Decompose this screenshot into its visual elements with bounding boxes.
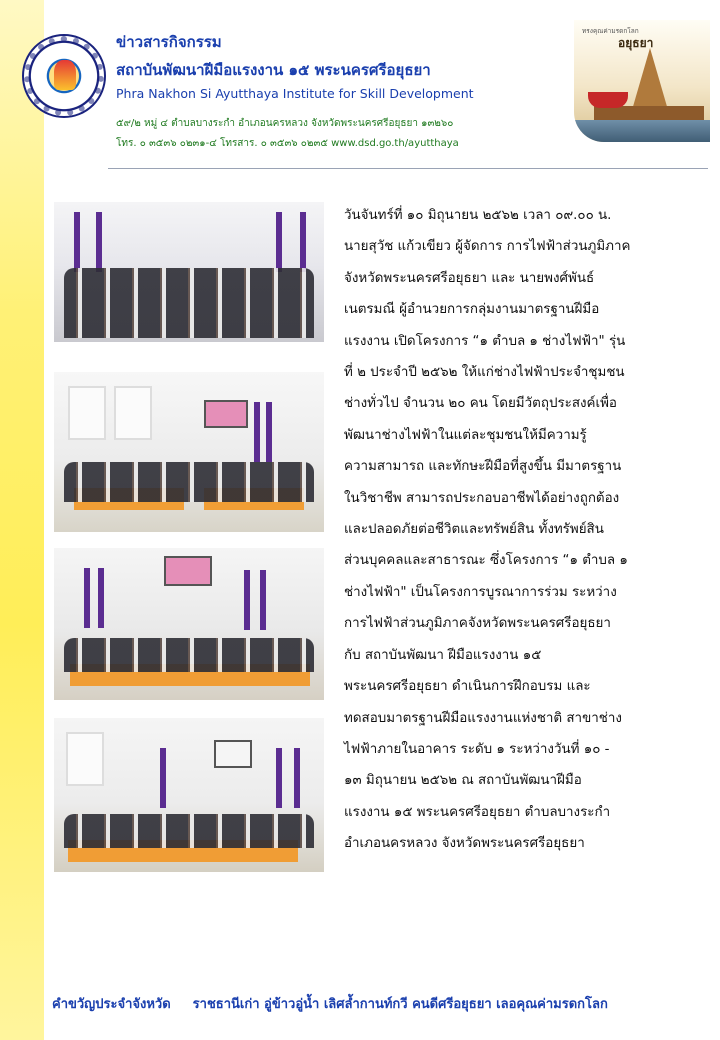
article-line: ส่วนบุคคลและสาธารณะ ซึ่งโครงการ “๑ ตำบล ๑ [344, 553, 628, 569]
trainees [64, 638, 314, 672]
article-line: เนตรมณี ผู้อำนวยการกลุ่มงานมาตรฐานฝีมือ [344, 302, 600, 318]
classroom-photo [54, 372, 324, 532]
window [66, 732, 104, 786]
article-line: ที่ ๒ ประจำปี ๒๕๖๒ ให้แก่ช่างไฟฟ้าประจำชุมชน [344, 365, 625, 381]
projection-screen [214, 740, 252, 768]
motto-label: คำขวัญประจำจังหวัด [52, 997, 171, 1012]
article-line: พระนครศรีอยุธยา ดำเนินการฝึกอบรม และ [344, 679, 591, 695]
flag-icon [294, 748, 300, 808]
provincial-motto [52, 993, 608, 1014]
seal-emblem [54, 60, 76, 90]
flag-icon [260, 570, 266, 630]
group-photo [54, 202, 324, 342]
article-line: พัฒนาช่างไฟฟ้าในแต่ละชุมชนให้มีความรู้ [344, 427, 587, 443]
ayutthaya-landmark-image [574, 20, 710, 142]
article-line: จังหวัดพระนครศรีอยุธยา และ นายพงศ์พันธ์ [344, 270, 595, 286]
flag-icon [266, 402, 272, 462]
temple-base [594, 106, 704, 120]
article-line: ช่างไฟฟ้า" เป็นโครงการบูรณาการร่วม ระหว่าง [344, 584, 617, 600]
article-line: ช่างทั่วไป จำนวน ๒๐ คน โดยมีวัตถุประสงค์เพื่อ [344, 396, 617, 412]
article-line: ความสามารถ และทักษะฝีมือที่สูงขึ้น มีมาตรฐาน [344, 459, 622, 475]
article-line: กับ สถาบันพัฒนา ฝีมือแรงงาน ๑๕ [344, 647, 542, 663]
article-line: แรงงาน ๑๕ พระนครศรีอยุธยา ตำบลบางระกำ [344, 804, 611, 820]
article-line: ๑๓ มิถุนายน ๒๕๖๒ ณ สถาบันพัฒนาฝีมือ [344, 773, 582, 789]
landmark-wordmark: อยุธยา [618, 36, 654, 50]
flag-icon [300, 212, 306, 272]
projection-screen [204, 400, 248, 428]
article-line: และปลอดภัยต่อชีวิตและทรัพย์สิน ทั้งทรัพย์สิน [344, 522, 604, 538]
speaker-photo [54, 548, 324, 700]
trainees [64, 462, 314, 502]
article-line: นายสุวัช แก้วเขียว ผู้จัดการ การไฟฟ้าส่วนภูมิภาค [344, 239, 631, 255]
newsletter-title: ข่าวสารกิจกรรม [116, 33, 222, 51]
article-line: ทดสอบมาตรฐานฝีมือแรงงานแห่งชาติ สาขาช่าง [344, 710, 622, 726]
people-group [64, 268, 314, 338]
institute-contact: โทร. ๐ ๓๕๓๖ ๐๒๓๑-๔ โทรสาร. ๐ ๓๕๓๖ ๐๒๓๕ www.dsd.go.th/ayutthaya [116, 138, 459, 149]
flag-icon [276, 212, 282, 272]
article-line: ในวิชาชีพ สามารถประกอบอาชีพได้อย่างถูกต้อง [344, 490, 620, 506]
article-line: วันจันทร์ที่ ๑๐ มิถุนายน ๒๕๖๒ เวลา ๐๙.๐๐ น. [344, 208, 612, 223]
flag-icon [98, 568, 104, 628]
landmark-tagline: ทรงคุณค่ามรดกโลก [582, 27, 639, 35]
header-divider [108, 168, 708, 169]
institute-name-thai: สถาบันพัฒนาฝีมือแรงงาน ๑๕ พระนครศรีอยุธยา [116, 61, 431, 79]
article-body [344, 200, 708, 860]
article-line: การไฟฟ้าส่วนภูมิภาคจังหวัดพระนครศรีอยุธยา [344, 616, 611, 632]
stupa-icon [632, 48, 668, 110]
institute-address: ๕๙/๒ หมู่ ๔ ตำบลบางระกำ อำเภอนครหลวง จังหวัดพระนครศรีอยุธยา ๑๓๒๖๐ [116, 118, 454, 129]
projection-screen [164, 556, 212, 586]
flag-icon [276, 748, 282, 808]
river-icon [574, 120, 710, 142]
window [68, 386, 106, 440]
flag-icon [74, 212, 80, 272]
yellow-side-strip [0, 0, 44, 1040]
department-seal-icon [22, 34, 106, 118]
training-photo [54, 718, 324, 872]
flag-icon [254, 402, 260, 462]
flag-icon [96, 212, 102, 272]
flag-icon [160, 748, 166, 808]
article-line: อำเภอนครหลวง จังหวัดพระนครศรีอยุธยา [344, 836, 585, 852]
flag-icon [84, 568, 90, 628]
flag-icon [244, 570, 250, 630]
article-line: ไฟฟ้าภายในอาคาร ระดับ ๑ ระหว่างวันที่ ๑๐ - [344, 741, 610, 757]
window [114, 386, 152, 440]
institute-name-english: Phra Nakhon Si Ayutthaya Institute for Skill Development [116, 86, 474, 101]
article-line: แรงงาน เปิดโครงการ “๑ ตำบล ๑ ช่างไฟฟ้า" รุ่น [344, 333, 626, 349]
motto-text: ราชธานีเก่า อู่ข้าวอู่น้ำ เลิศล้ำกานท์กวี คนดีศรีอยุธยา เลอคุณค่ามรดกโลก [192, 997, 608, 1012]
trainees [64, 814, 314, 848]
boat-icon [588, 92, 628, 108]
